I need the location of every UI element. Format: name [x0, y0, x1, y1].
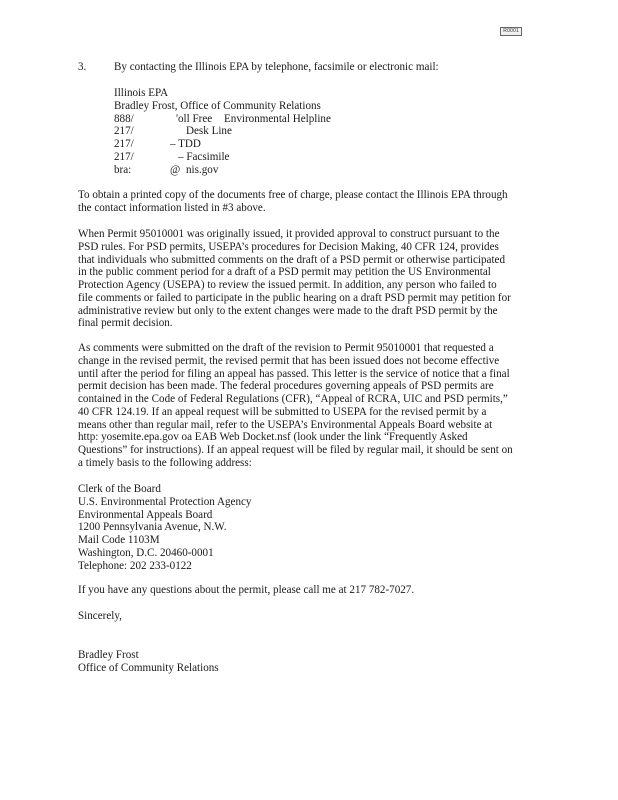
signature-name: Bradley Frost — [78, 649, 139, 661]
item-number: 3. — [78, 61, 87, 73]
address-line: U.S. Environmental Protection Agency — [78, 495, 252, 508]
address-line: Environmental Appeals Board — [78, 508, 213, 521]
address-line: Washington, D.C. 20460-0001 — [78, 546, 214, 559]
contact-tdd-label: – TDD — [170, 138, 201, 151]
contact-person: Bradley Frost, Office of Community Relations — [114, 99, 321, 112]
contact-tdd-area: 217/ — [114, 138, 134, 151]
mailing-address — [78, 483, 251, 572]
paragraph-printed-copy — [78, 189, 548, 215]
para2-line: administrative review but only to the extent changes were made to the draft PSD permit by the — [78, 304, 498, 317]
contact-toll-free-area: 888/ — [114, 112, 134, 125]
para3-line: until after the period for filing an appeal has passed. This letter is the service of notice that a final — [78, 367, 510, 380]
item-text: By contacting the Illinois EPA by telephone, facsimile or electronic mail: — [114, 61, 439, 73]
contact-email-user: bra: — [114, 163, 132, 176]
page-stamp: R0001 — [500, 27, 522, 36]
contact-email-at: @ — [170, 163, 181, 176]
contact-desk-label: Desk Line — [186, 125, 232, 138]
para2-line: file comments or failed to participate in the public hearing on a draft PSD permit may petition for — [78, 291, 511, 304]
para2-line: that individuals who submitted comments on the draft of a PSD permit or otherwise participated — [78, 253, 506, 266]
para3-line: http: yosemite.epa.gov oa EAB Web Docket.nsf (look under the link “Frequently Asked — [78, 431, 468, 444]
para3-line: means other than regular mail, refer to the USEPA’s Environmental Appeals Board website at — [78, 418, 493, 431]
closing: Sincerely, — [78, 610, 122, 622]
para3-line: change in the revised permit, the revised permit that has been issued does not become effective — [78, 354, 500, 367]
para3-line: Questions” for instructions). If an appeal request will be filed by regular mail, it should be sent on — [78, 444, 513, 456]
para3-line: contained in the Code of Federal Regulations (CFR), “Appeal of RCRA, UIC and PSD permits,” — [78, 393, 508, 405]
contact-email — [114, 164, 414, 177]
contact-tdd — [114, 138, 414, 151]
contact-desk-area: 217/ — [114, 125, 134, 138]
contact-block — [114, 87, 414, 177]
contact-toll-free — [114, 113, 414, 126]
address-line: Mail Code 1103M — [78, 534, 160, 546]
contact-fax-label: – Facsimile — [178, 150, 230, 163]
contact-desk — [114, 125, 414, 138]
paragraph-psd-review — [78, 228, 548, 330]
signature-office: Office of Community Relations — [78, 662, 219, 674]
address-line: Telephone: 202 233-0122 — [78, 559, 192, 572]
paragraph-appeal — [78, 342, 548, 470]
para1-line: the contact information listed in #3 above. — [78, 201, 266, 214]
para2-line: PSD rules. For PSD permits, USEPA’s procedures for Decision Making, 40 CFR 124, provides — [78, 240, 499, 253]
para1-line: To obtain a printed copy of the documents free of charge, please contact the Illinois EPA through — [78, 189, 508, 201]
para2-line: final permit decision. — [78, 317, 173, 330]
para3-line: As comments were submitted on the draft of the revision to Permit 95010001 that requested a — [78, 342, 494, 354]
address-line: Clerk of the Board — [78, 483, 161, 495]
questions-line: If you have any questions about the permit, please call me at 217 782-7027. — [78, 584, 415, 596]
contact-org: Illinois EPA — [114, 87, 169, 99]
para2-line: When Permit 95010001 was originally issued, it provided approval to construct pursuant to the — [78, 228, 500, 240]
contact-fax — [114, 151, 414, 164]
contact-email-domain: nis.gov — [186, 163, 219, 176]
contact-toll-free-desc: Environmental Helpline — [224, 112, 331, 125]
para3-line: 40 CFR 124.19. If an appeal request will be submitted to USEPA for the revised permit by a — [78, 405, 487, 418]
para3-line: permit decision has been made. The federal procedures governing appeals of PSD permits are — [78, 380, 494, 393]
para2-line: Protection Agency (USEPA) to review the issued permit. In addition, any person who failed to — [78, 279, 497, 291]
para2-line: in the public comment period for a draft of a PSD permit may petition the US Environmental — [78, 266, 491, 279]
address-line: 1200 Pennsylvania Avenue, N.W. — [78, 521, 227, 534]
contact-toll-free-label: 'oll Free — [176, 112, 213, 125]
para3-line: a timely basis to the following address: — [78, 456, 252, 469]
contact-fax-area: 217/ — [114, 150, 134, 163]
